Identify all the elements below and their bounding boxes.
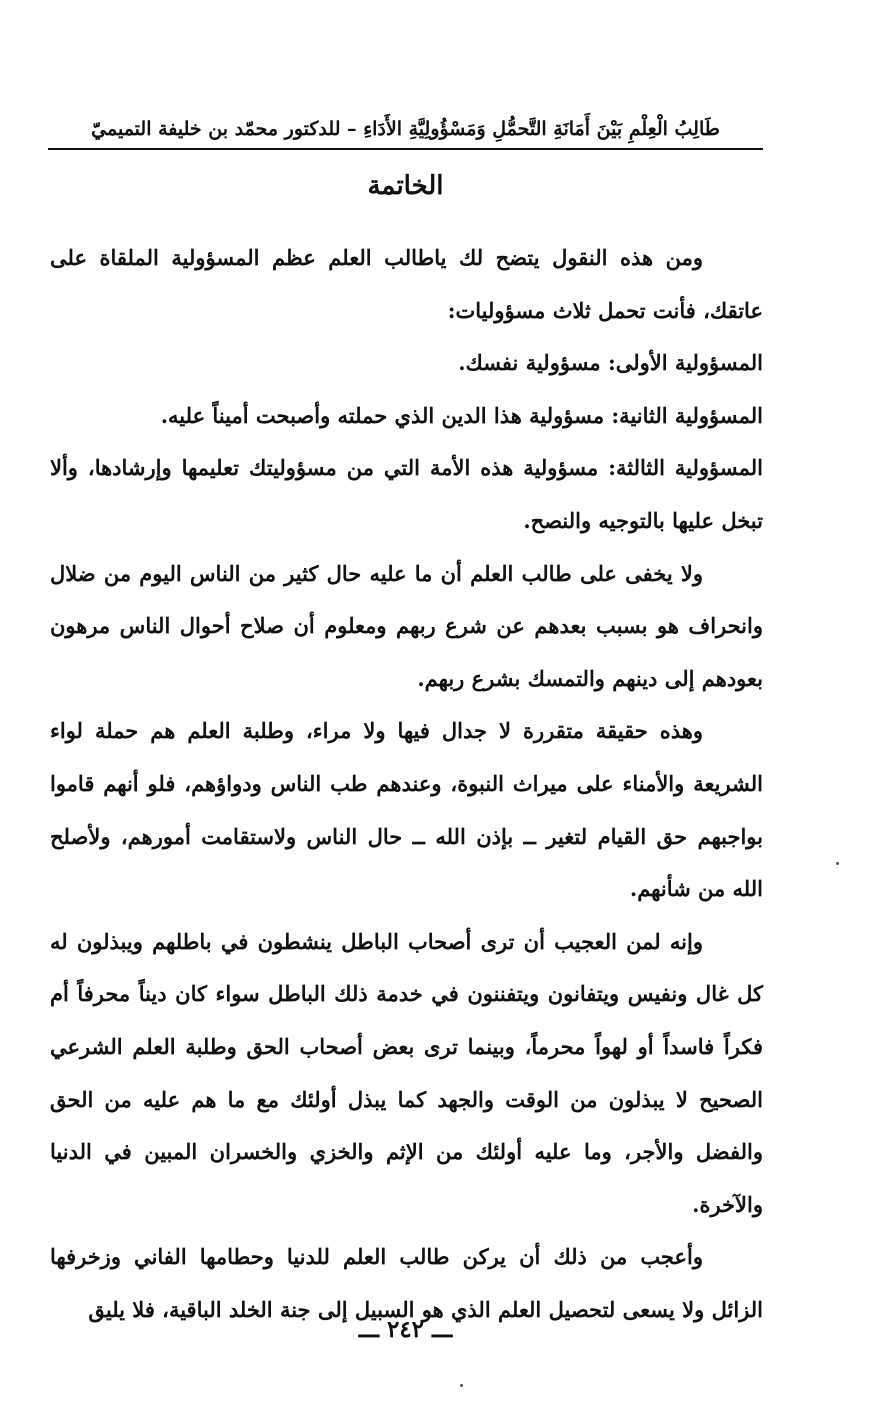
header-rule bbox=[48, 148, 763, 150]
paragraph-people-condition: ولا يخفى على طالب العلم أن ما عليه حال كثير من الناس اليوم من ضلال وانحراف هو بسبب بعدهم عن شرع ربهم ومعلوم أن صلاح أحوال الناس مرهون بعودهم إلى دينهم والتمسك بشرع ربهم. bbox=[50, 560, 763, 691]
paragraph-responsibility-2: المسؤولية الثانية: مسؤولية هذا الدين الذي حملته وأصبحت أميناً عليه. bbox=[160, 402, 763, 428]
paragraph-intro: ومن هذه النقول يتضح لك ياطالب العلم عظم المسؤولية الملقاة على عاتقك، فأنت تحمل ثلاث مسؤوليات: bbox=[50, 245, 763, 323]
chapter-title: الخاتمة bbox=[367, 171, 444, 201]
paragraph-more-astonishing: وأعجب من ذلك أن يركن طالب العلم للدنيا وحطامها الفاني وزخرفها الزائل ولا يسعى لتحصيل العلم الذي هو السبيل إلى جنة الخلد الباقية، فلا يليق bbox=[50, 1244, 763, 1322]
paragraph-people-of-falsehood: وإنه لمن العجيب أن ترى أصحاب الباطل ينشطون في باطلهم ويبذلون له كل غال ونفيس ويتفانون ويتفننون في خدمة ذلك الباطل سواء كان ديناً محرفاً أم فكراً فاسداً أو لهواً محرماً، وبينما ترى بعض أصحاب الحق وطلبة العلم الشرعي الصحيح لا يبذلون من الوقت والجهد كما يبذل أولئك مع ما هم عليه من الحق والفضل والأجر، وما عليه أولئك من الإثم والخزي والخسران المبين في الدنيا والآخرة. bbox=[50, 928, 763, 1217]
paragraph-responsibility-3: المسؤولية الثالثة: مسؤولية هذه الأمة التي من مسؤوليتك تعليمها وإرشادها، وألا تبخل عليها بالتوجيه والنصح. bbox=[50, 455, 763, 533]
running-header: طَالِبُ الْعِلْمِ بَيْنَ أَمَانَةِ التَّحمُّلِ وَمَسْؤُولِيَّةِ الأَدَاءِ – للدكتور محمّد بن خليفة التميميّ bbox=[91, 118, 720, 140]
paragraph-responsibility-1: المسؤولية الأولى: مسؤولية نفسك. bbox=[458, 350, 763, 376]
page-number: ـــ ٢٤٢ ـــ bbox=[358, 1316, 453, 1343]
body-text bbox=[50, 232, 763, 1336]
scan-speck bbox=[836, 862, 839, 865]
paragraph-established-truth: وهذه حقيقة متقررة لا جدال فيها ولا مراء، وطلبة العلم هم حملة لواء الشريعة والأمناء على ميراث النبوة، وعندهم طب الناس ودواؤهم، فلو أنهم قاموا بواجبهم حق القيام لتغير ــ بإذن الله ــ حال الناس ولاستقامت أمورهم، ولأصلح الله من شأنهم. bbox=[50, 718, 763, 902]
scan-speck bbox=[460, 1384, 463, 1387]
